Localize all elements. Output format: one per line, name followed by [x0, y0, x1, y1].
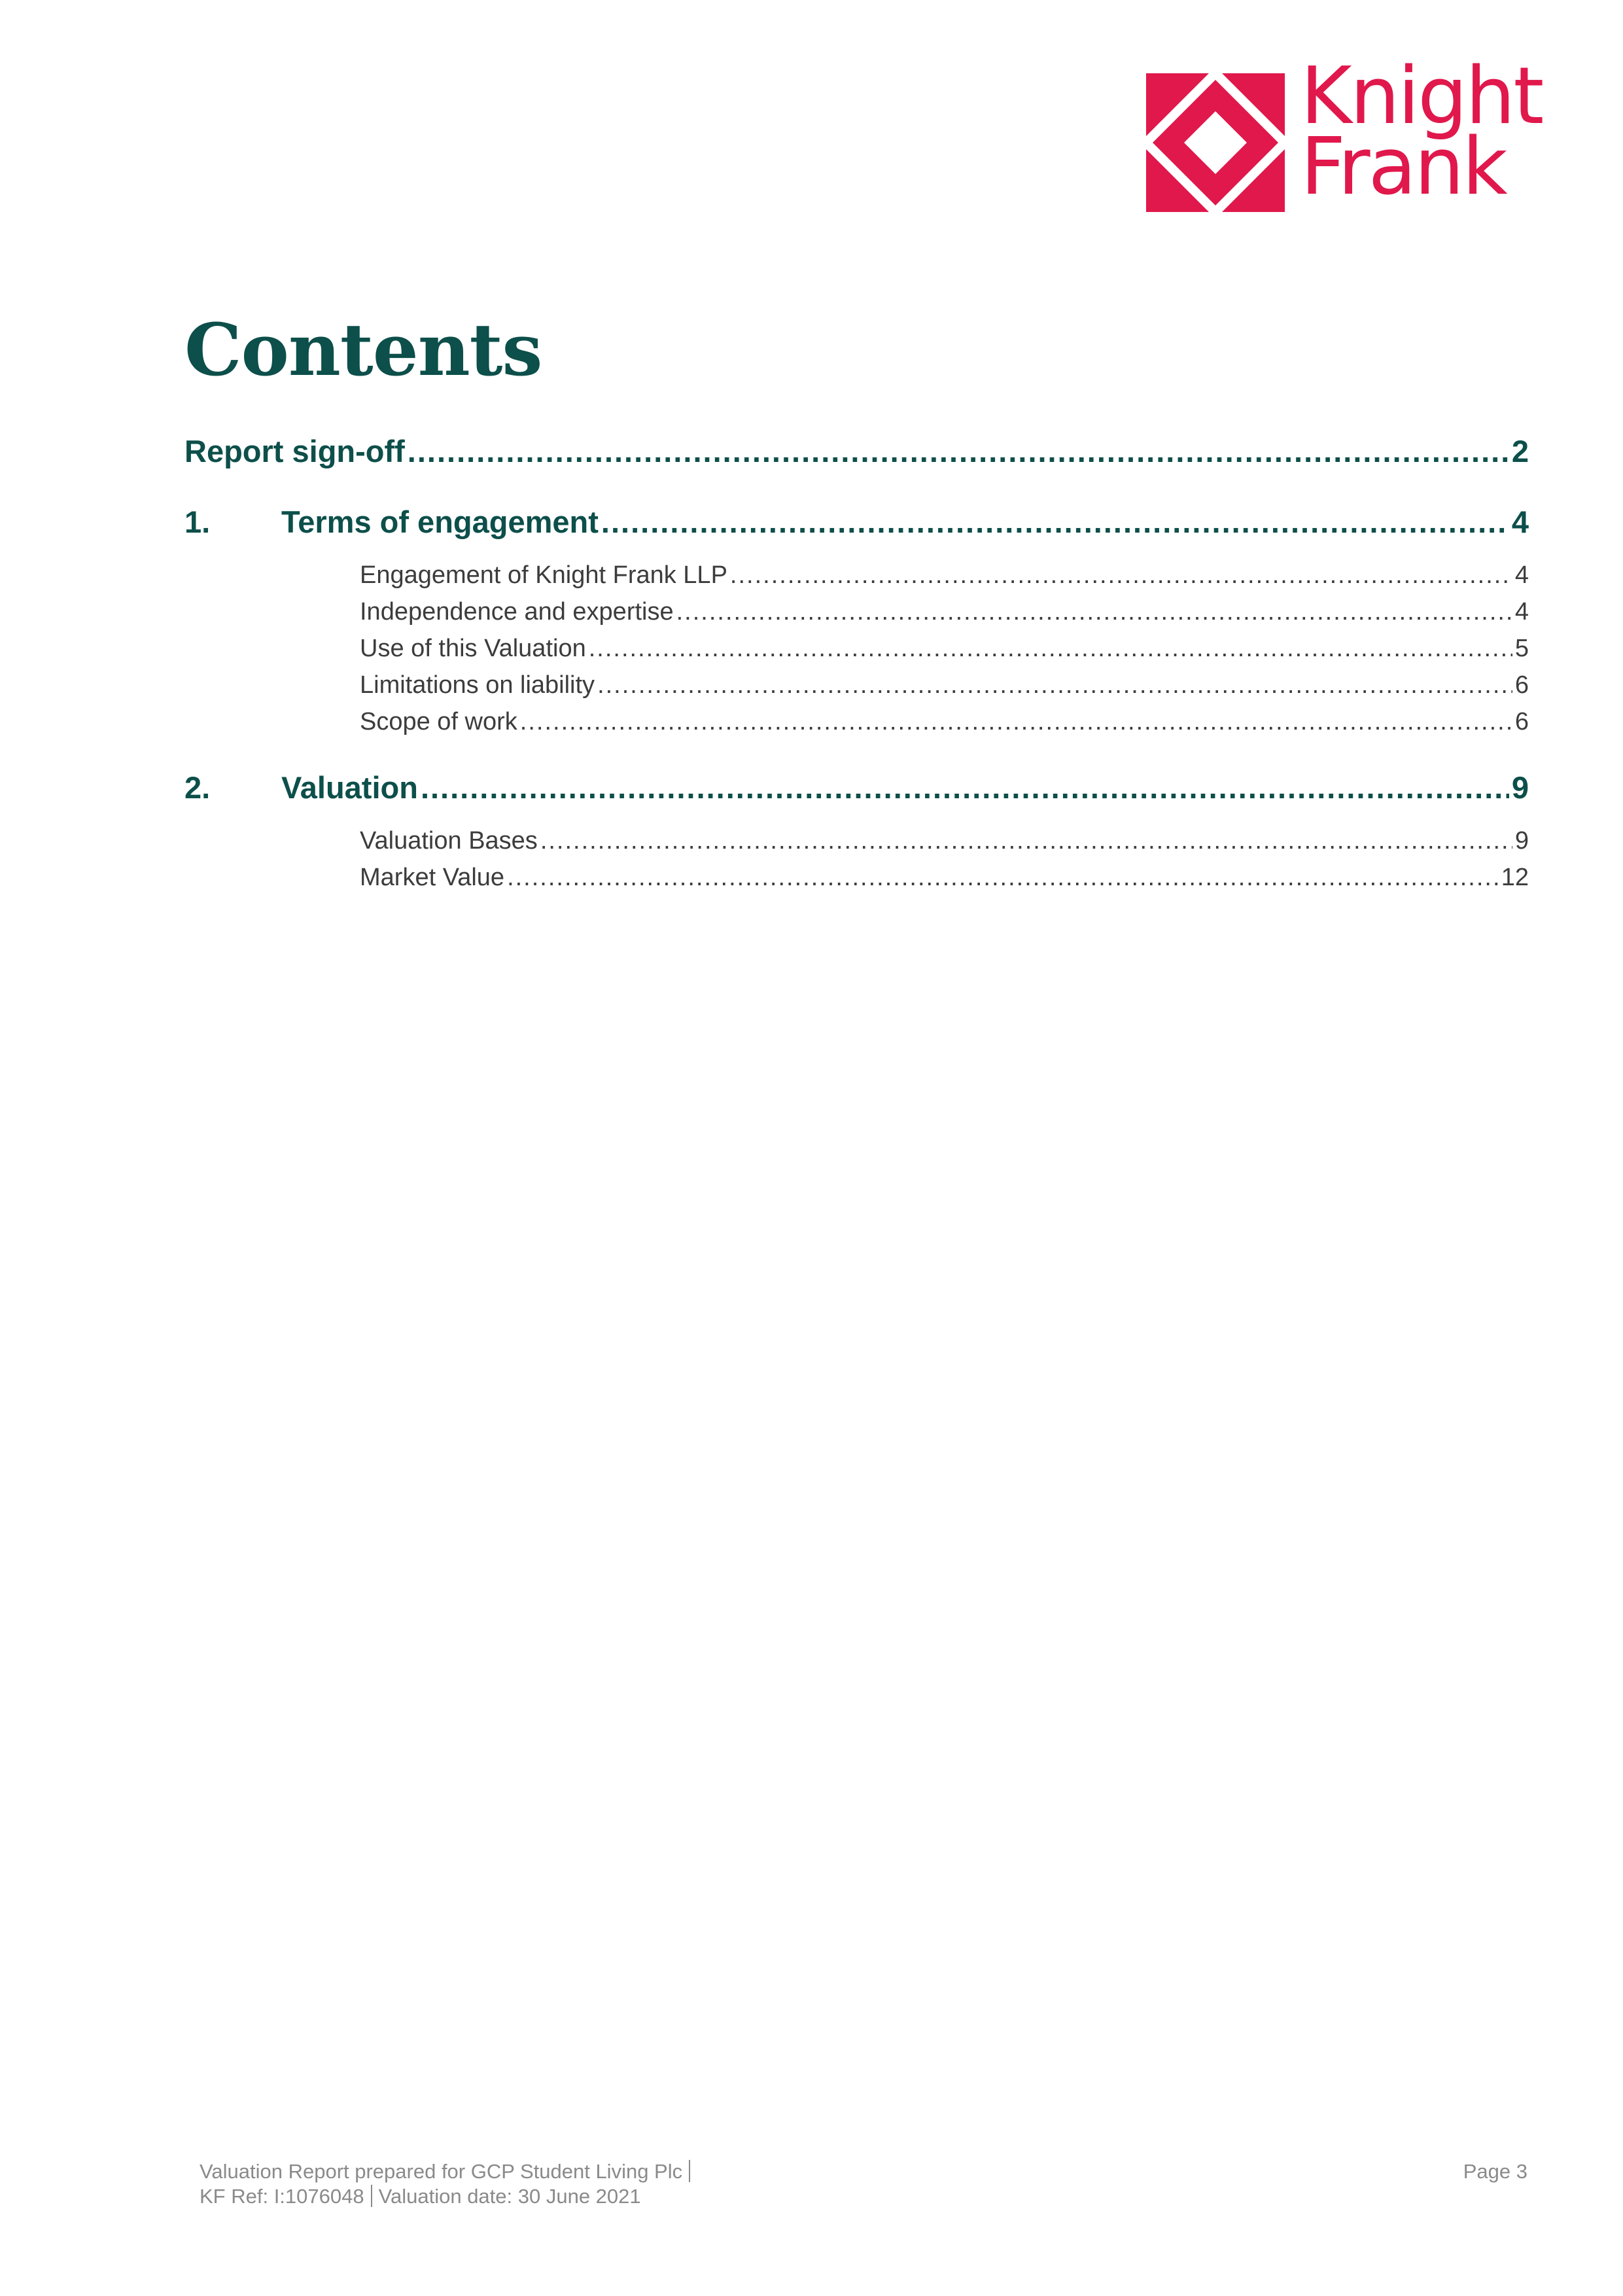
toc-leader-dots	[601, 504, 1509, 540]
toc-entry-page: 6	[1514, 671, 1529, 699]
toc-entry-terms-of-engagement[interactable]	[184, 504, 1529, 543]
toc-entry-page: 9	[1514, 827, 1529, 855]
toc-entry-independence-and-expertise[interactable]	[360, 598, 1529, 631]
footer-report-info	[200, 2159, 697, 2209]
toc-entry-number: 1.	[184, 504, 211, 539]
toc-entry-limitations-on-liability[interactable]	[360, 671, 1529, 704]
toc-entry-number: 2.	[184, 770, 211, 805]
toc-entry-label: Engagement of Knight Frank LLP	[360, 561, 727, 589]
toc-leader-dots	[421, 769, 1509, 805]
toc-entry-page: 4	[1514, 561, 1529, 589]
toc-entry-valuation[interactable]	[184, 769, 1529, 809]
toc-entry-page: 12	[1501, 864, 1529, 891]
toc-entry-label: Use of this Valuation	[360, 635, 586, 662]
toc-leader-dots	[540, 827, 1512, 855]
footer-report-title: Valuation Report prepared for GCP Student Living Plc	[200, 2160, 683, 2183]
footer-separator	[371, 2185, 372, 2207]
toc-entry-label: Limitations on liability	[360, 671, 595, 699]
knight-frank-wordmark: Knight Frank	[1300, 51, 1543, 213]
toc-leader-dots	[676, 598, 1512, 626]
toc-leader-dots	[507, 864, 1499, 892]
toc-entry-page: 4	[1514, 598, 1529, 626]
toc-entry-label: Scope of work	[360, 708, 517, 735]
footer-valuation-date: Valuation date: 30 June 2021	[378, 2185, 641, 2208]
toc-entry-use-of-this-valuation[interactable]	[360, 635, 1529, 667]
toc-leader-dots	[597, 671, 1512, 699]
toc-entry-page: 6	[1514, 708, 1529, 735]
toc-leader-dots	[730, 561, 1512, 590]
toc-entry-label: Valuation	[281, 770, 418, 805]
toc-leader-dots	[408, 433, 1509, 469]
page-title: Contents	[184, 308, 542, 392]
toc-entry-label: Independence and expertise	[360, 598, 674, 626]
toc-entry-label: Report sign-off	[184, 434, 405, 468]
toc-leader-dots	[589, 635, 1512, 663]
toc-entry-page: 4	[1511, 504, 1529, 539]
footer-separator	[689, 2160, 690, 2182]
toc-entry-page: 5	[1514, 635, 1529, 662]
toc-entry-label: Market Value	[360, 864, 505, 891]
toc-leader-dots	[520, 708, 1512, 736]
footer-page-number: Page 3	[1463, 2160, 1527, 2183]
knight-frank-logo	[1146, 51, 1545, 215]
toc-entry-label: Terms of engagement	[281, 504, 599, 539]
toc-entry-page: 9	[1511, 770, 1529, 805]
footer-kf-ref: KF Ref: I:1076048	[200, 2185, 364, 2208]
toc-entry-page: 2	[1511, 434, 1529, 468]
toc-entry-engagement-of-knight-frank[interactable]	[360, 561, 1529, 594]
toc-entry-scope-of-work[interactable]	[360, 708, 1529, 741]
knight-frank-diamond-icon	[1146, 73, 1285, 212]
toc-entry-label: Valuation Bases	[360, 827, 538, 855]
toc-entry-valuation-bases[interactable]	[360, 827, 1529, 860]
toc-entry-report-sign-off[interactable]	[184, 433, 1529, 472]
toc-entry-market-value[interactable]	[360, 864, 1529, 896]
